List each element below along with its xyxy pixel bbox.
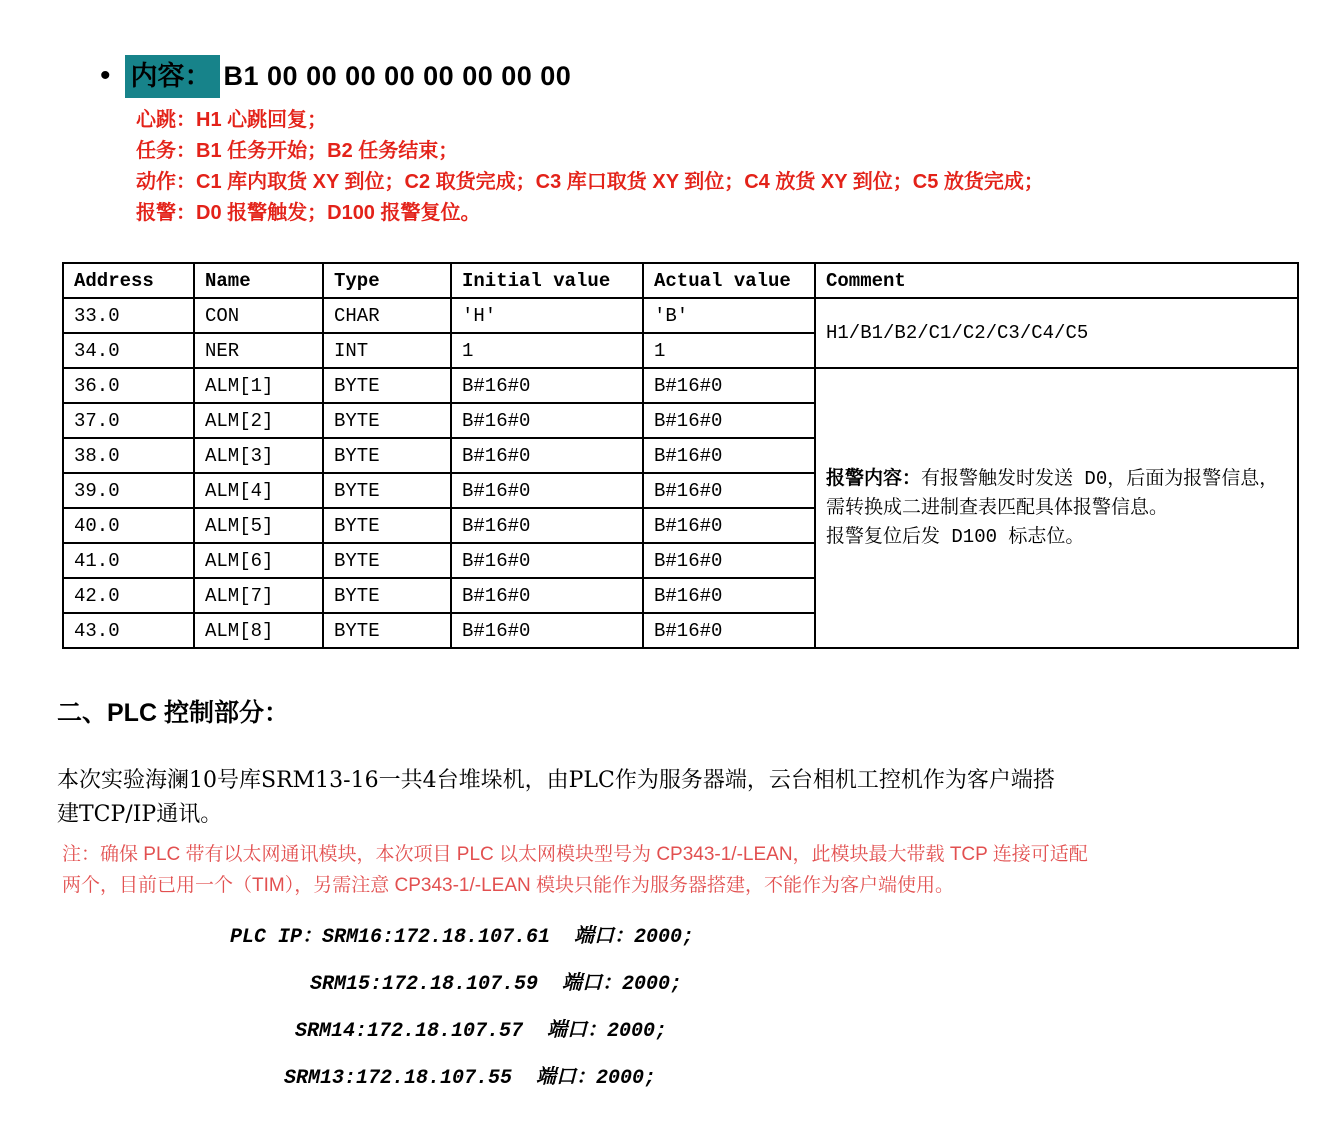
bullet-icon: • [100,59,111,92]
plc-ip-srm13: SRM13:172.18.107.55 端口：2000; [284,1067,657,1090]
cell-type: INT [323,333,451,368]
cell-name: ALM[2] [194,403,323,438]
cell-address: 42.0 [63,578,194,613]
cell-actual: B#16#0 [643,403,815,438]
body-paragraph-line2: 建TCP/IP通讯。 [57,802,223,827]
alarm-comment-label: 报警内容： [826,467,922,490]
col-header-type: Type [323,263,451,298]
cell-address: 43.0 [63,613,194,648]
signal-legend [136,105,1344,229]
cell-name: ALM[5] [194,508,323,543]
cell-type: BYTE [323,613,451,648]
cell-type: BYTE [323,473,451,508]
cell-address: 34.0 [63,333,194,368]
col-header-name: Name [194,263,323,298]
plc-ip-srm15: SRM15:172.18.107.59 端口：2000; [310,973,683,996]
cell-address: 36.0 [63,368,194,403]
cell-actual: B#16#0 [643,368,815,403]
cell-initial: B#16#0 [451,438,643,473]
cell-address: 40.0 [63,508,194,543]
section-heading-plc: 二、PLC 控制部分： [57,699,289,727]
cell-type: BYTE [323,508,451,543]
cell-actual: B#16#0 [643,473,815,508]
cell-address: 41.0 [63,543,194,578]
plc-ip-srm14: SRM14:172.18.107.57 端口：2000; [295,1020,668,1043]
cell-initial: B#16#0 [451,578,643,613]
cell-initial: B#16#0 [451,508,643,543]
cell-name: ALM[6] [194,543,323,578]
cell-initial: B#16#0 [451,613,643,648]
comment-alarm-cell [815,368,1298,648]
note-line1: 注：确保 PLC 带有以太网通讯模块，本次项目 PLC 以太网模块型号为 CP343-1/-LEAN，此模块最大带载 TCP 连接可适配 [62,844,1088,865]
cell-address: 33.0 [63,298,194,333]
cell-type: CHAR [323,298,451,333]
cell-type: BYTE [323,578,451,613]
content-bullet-line [100,55,1344,98]
table-header-row [63,263,1298,298]
cell-initial: 1 [451,333,643,368]
body-paragraph-line1: 本次实验海澜10号库SRM13-16一共4台堆垛机，由PLC作为服务器端，云台相机工控机作为客户端搭 [57,768,1055,793]
alarm-comment-text2: 报警复位后发 D100 标志位。 [826,525,1085,548]
cell-address: 39.0 [63,473,194,508]
cell-actual: B#16#0 [643,438,815,473]
cell-type: BYTE [323,543,451,578]
cell-actual: 'B' [643,298,815,333]
content-hex-value: B1 00 00 00 00 00 00 00 00 [223,61,572,91]
col-header-address: Address [63,263,194,298]
comment-signals-cell: H1/B1/B2/C1/C2/C3/C4/C5 [815,298,1298,368]
plc-ip-srm16: PLC IP：SRM16:172.18.107.61 端口：2000; [230,926,695,949]
cell-actual: 1 [643,333,815,368]
cell-name: CON [194,298,323,333]
legend-task: 任务：B1 任务开始；B2 任务结束； [136,140,459,162]
cell-address: 38.0 [63,438,194,473]
body-paragraph [57,764,1344,832]
cell-initial: B#16#0 [451,473,643,508]
col-header-actual-value: Actual value [643,263,815,298]
content-highlight-label: 内容： [125,55,220,98]
cell-name: ALM[7] [194,578,323,613]
table-row [63,298,1298,333]
col-header-initial-value: Initial value [451,263,643,298]
cell-actual: B#16#0 [643,543,815,578]
cell-type: BYTE [323,403,451,438]
plc-ip-block [0,927,1344,1090]
cell-address: 37.0 [63,403,194,438]
plc-variable-table [62,262,1299,649]
alarm-comment-text: 有报警触发时发送 D0，后面为报警信息，需转换成二进制查表匹配具体报警信息。 [826,467,1279,519]
col-header-comment: Comment [815,263,1298,298]
cell-type: BYTE [323,438,451,473]
note-line2: 两个，目前已用一个（TIM），另需注意 CP343-1/-LEAN 模块只能作为服务器搭建，不能作为客户端使用。 [62,875,955,896]
cell-initial: B#16#0 [451,403,643,438]
legend-heartbeat: 心跳：H1 心跳回复； [136,109,328,131]
cell-type: BYTE [323,368,451,403]
table-row [63,368,1298,403]
cell-actual: B#16#0 [643,613,815,648]
cell-initial: 'H' [451,298,643,333]
note-paragraph [62,839,1344,901]
legend-alarm: 报警：D0 报警触发；D100 报警复位。 [136,202,481,224]
cell-name: NER [194,333,323,368]
legend-action: 动作：C1 库内取货 XY 到位；C2 取货完成；C3 库口取货 XY 到位；C4 放货 XY 到位；C5 放货完成； [136,171,1044,193]
cell-name: ALM[3] [194,438,323,473]
cell-initial: B#16#0 [451,368,643,403]
cell-initial: B#16#0 [451,543,643,578]
cell-actual: B#16#0 [643,578,815,613]
cell-name: ALM[1] [194,368,323,403]
cell-name: ALM[4] [194,473,323,508]
cell-actual: B#16#0 [643,508,815,543]
cell-name: ALM[8] [194,613,323,648]
